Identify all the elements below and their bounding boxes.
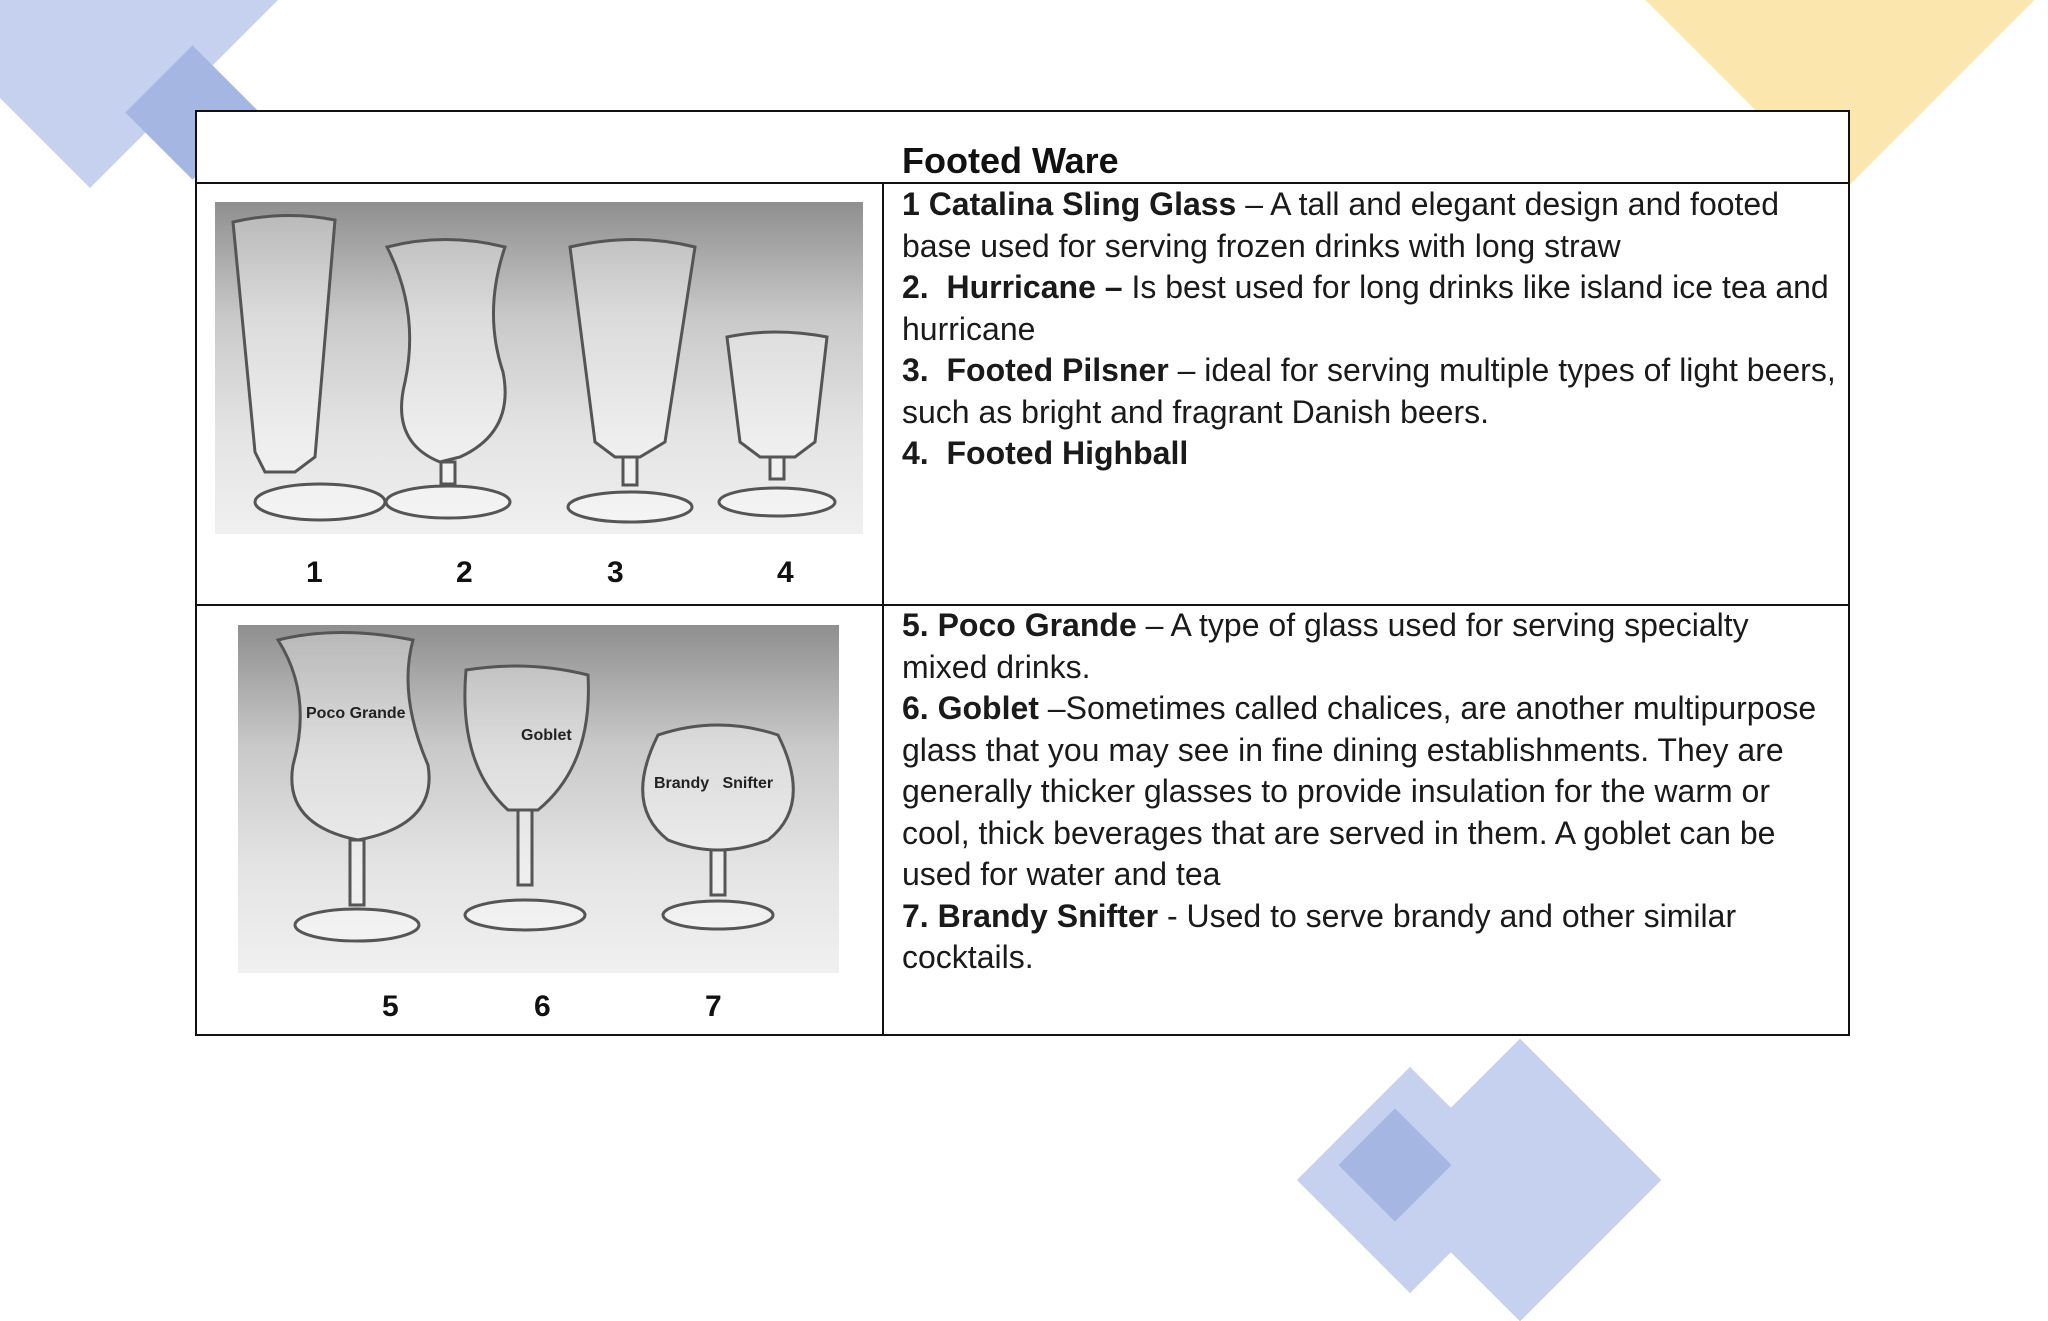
glass-desc-1: 1 Catalina Sling Glass – A tall and elegant design and footed base used for serving frozen drinks with long straw xyxy=(902,186,1780,264)
glass-desc-2: 2. Hurricane – Is best used for long drinks like island ice tea and hurricane xyxy=(902,269,1829,347)
glass-number-6: 6 xyxy=(534,990,551,1023)
photo-label-goblet: Goblet xyxy=(521,727,572,744)
glass-number-4: 4 xyxy=(777,556,794,589)
glass-number-2: 2 xyxy=(456,556,473,589)
row1-descriptions xyxy=(902,184,1837,475)
column-divider xyxy=(882,184,884,1036)
glass-desc-6: 6. Goblet –Sometimes called chalices, are another multipurpose glass that you may see in fine dining establishments. They are generally thicker glasses to provide insulation for the warm or cool, thick beverages that are served in them. A goblet can be used for water and tea xyxy=(902,690,1817,892)
glass-number-3: 3 xyxy=(607,556,624,589)
glass-desc-3: 3. Footed Pilsner – ideal for serving multiple types of light beers, such as bright and fragrant Danish beers. xyxy=(902,352,1836,430)
glasses-illustration xyxy=(215,202,863,534)
row2-descriptions xyxy=(902,605,1837,979)
table-title: Footed Ware xyxy=(902,140,1119,181)
glass-number-1: 1 xyxy=(306,556,323,589)
photo-label-poco-grande: Poco Grande xyxy=(306,705,406,722)
footed-ware-table xyxy=(195,110,1850,1036)
glass-number-5: 5 xyxy=(382,990,399,1023)
glasses-photo-5-7 xyxy=(238,625,839,973)
glass-desc-4: 4. Footed Highball xyxy=(902,435,1189,471)
photo-label-brandy-snifter: Brandy Snifter xyxy=(654,775,774,792)
glass-desc-7: 7. Brandy Snifter - Used to serve brandy and other similar cocktails. xyxy=(902,897,1737,975)
table-header-row xyxy=(197,112,1848,184)
glass-desc-5: 5. Poco Grande – A type of glass used for serving specialty mixed drinks. xyxy=(902,607,1749,685)
glasses-illustration xyxy=(238,625,839,973)
glass-number-7: 7 xyxy=(705,990,722,1023)
glasses-photo-1-4 xyxy=(215,202,863,534)
